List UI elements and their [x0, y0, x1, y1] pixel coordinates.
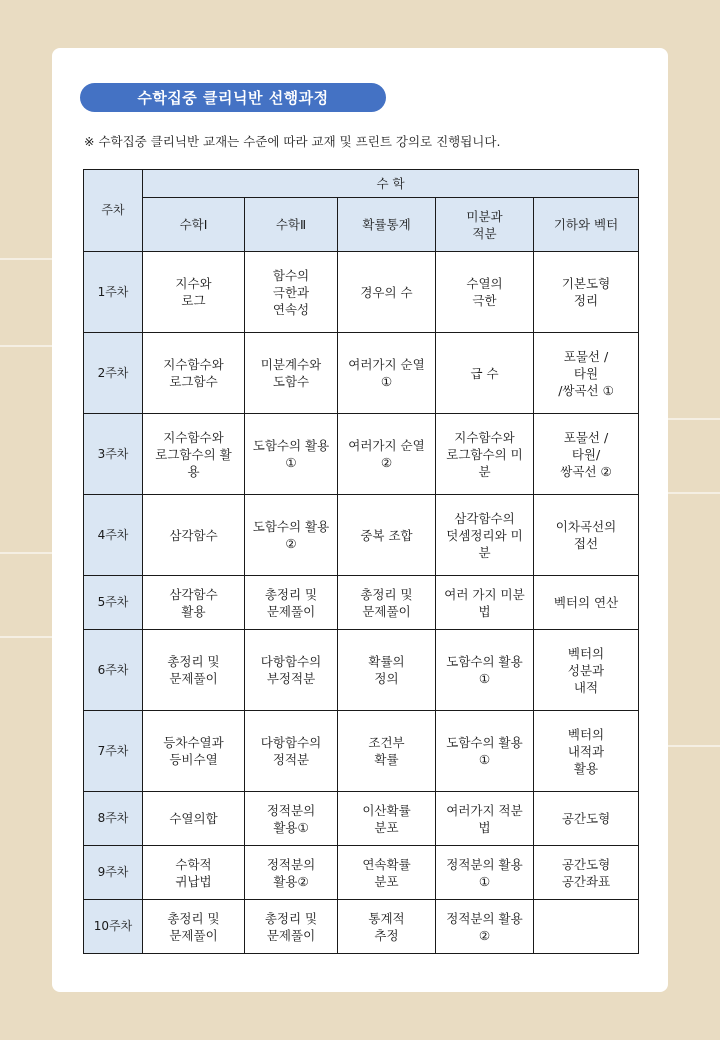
week-header: 주차	[84, 170, 143, 252]
table-cell: 수열의 극한	[436, 252, 534, 333]
table-cell: 정적분의 활용 ②	[436, 900, 534, 954]
table-cell: 정적분의 활용 ①	[436, 846, 534, 900]
table-cell: 함수의 극한과 연속성	[245, 252, 338, 333]
table-cell: 삼각함수	[143, 495, 245, 576]
subject-header: 미분과 적분	[436, 198, 534, 252]
table-cell: 총정리 및 문제풀이	[338, 576, 436, 630]
subject-header: 수학Ⅱ	[245, 198, 338, 252]
table-cell	[534, 900, 639, 954]
background-line	[668, 745, 720, 747]
table-row	[84, 576, 639, 630]
week-label: 9주차	[84, 846, 143, 900]
week-label: 6주차	[84, 630, 143, 711]
subject-header: 기하와 벡터	[534, 198, 639, 252]
notice-text: ※ 수학집중 클리닉반 교재는 수준에 따라 교재 및 프린트 강의로 진행됩니다.	[84, 134, 501, 149]
table-cell: 벡터의 내적과 활용	[534, 711, 639, 792]
table-row	[84, 711, 639, 792]
table-cell: 지수와 로그	[143, 252, 245, 333]
week-label: 4주차	[84, 495, 143, 576]
table-cell: 조건부 확률	[338, 711, 436, 792]
table-cell: 삼각함수 활용	[143, 576, 245, 630]
background-line	[668, 418, 720, 420]
table-cell: 지수함수와 로그함수	[143, 333, 245, 414]
table-row	[84, 792, 639, 846]
table-cell: 총정리 및 문제풀이	[143, 630, 245, 711]
table-cell: 여러 가지 미분 법	[436, 576, 534, 630]
table-row	[84, 495, 639, 576]
table-cell: 급 수	[436, 333, 534, 414]
table-cell: 확률의 정의	[338, 630, 436, 711]
subject-header: 확률통계	[338, 198, 436, 252]
content-card	[52, 48, 668, 992]
table-cell: 수열의합	[143, 792, 245, 846]
background-line	[0, 636, 52, 638]
table-cell: 총정리 및 문제풀이	[143, 900, 245, 954]
table-row	[84, 846, 639, 900]
table-cell: 공간도형 공간좌표	[534, 846, 639, 900]
week-label: 1주차	[84, 252, 143, 333]
table-row	[84, 333, 639, 414]
table-row	[84, 414, 639, 495]
table-cell: 기본도형 정리	[534, 252, 639, 333]
table-cell: 여러가지 순열 ①	[338, 333, 436, 414]
table-cell: 다항함수의 정적분	[245, 711, 338, 792]
table-cell: 지수함수와 로그함수의 활 용	[143, 414, 245, 495]
table-cell: 통계적 추정	[338, 900, 436, 954]
table-cell: 도함수의 활용 ②	[245, 495, 338, 576]
week-label: 7주차	[84, 711, 143, 792]
background-line	[0, 258, 52, 260]
table-cell: 지수함수와 로그함수의 미 분	[436, 414, 534, 495]
table-cell: 연속확률 분포	[338, 846, 436, 900]
background-line	[0, 345, 52, 347]
table-cell: 삼각함수의 덧셈정리와 미 분	[436, 495, 534, 576]
subject-group-header: 수 학	[143, 170, 639, 198]
background-line	[668, 492, 720, 494]
table-cell: 도함수의 활용 ①	[245, 414, 338, 495]
table-cell: 포물선 / 타원/ 쌍곡선 ②	[534, 414, 639, 495]
week-label: 8주차	[84, 792, 143, 846]
background-line	[0, 552, 52, 554]
table-cell: 다항함수의 부정적분	[245, 630, 338, 711]
curriculum-table	[83, 169, 639, 954]
table-cell: 도함수의 활용 ①	[436, 630, 534, 711]
table-row	[84, 630, 639, 711]
table-row	[84, 900, 639, 954]
table-cell: 공간도형	[534, 792, 639, 846]
table-cell: 도함수의 활용 ①	[436, 711, 534, 792]
table-cell: 총정리 및 문제풀이	[245, 900, 338, 954]
table-cell: 수학적 귀납법	[143, 846, 245, 900]
table-cell: 이산확률 분포	[338, 792, 436, 846]
table-row	[84, 252, 639, 333]
table-cell: 총정리 및 문제풀이	[245, 576, 338, 630]
subject-header: 수학Ⅰ	[143, 198, 245, 252]
week-label: 3주차	[84, 414, 143, 495]
table-cell: 등차수열과 등비수열	[143, 711, 245, 792]
table-cell: 벡터의 연산	[534, 576, 639, 630]
table-cell: 포물선 / 타원 /쌍곡선 ①	[534, 333, 639, 414]
page-title: 수학집중 클리닉반 선행과정	[80, 83, 386, 112]
week-label: 10주차	[84, 900, 143, 954]
table-cell: 미분계수와 도함수	[245, 333, 338, 414]
table-cell: 벡터의 성분과 내적	[534, 630, 639, 711]
table-cell: 경우의 수	[338, 252, 436, 333]
table-cell: 정적분의 활용①	[245, 792, 338, 846]
week-label: 5주차	[84, 576, 143, 630]
table-cell: 여러가지 순열 ②	[338, 414, 436, 495]
table-cell: 여러가지 적분 법	[436, 792, 534, 846]
table-cell: 이차곡선의 접선	[534, 495, 639, 576]
table-cell: 중복 조합	[338, 495, 436, 576]
table-cell: 정적분의 활용②	[245, 846, 338, 900]
week-label: 2주차	[84, 333, 143, 414]
